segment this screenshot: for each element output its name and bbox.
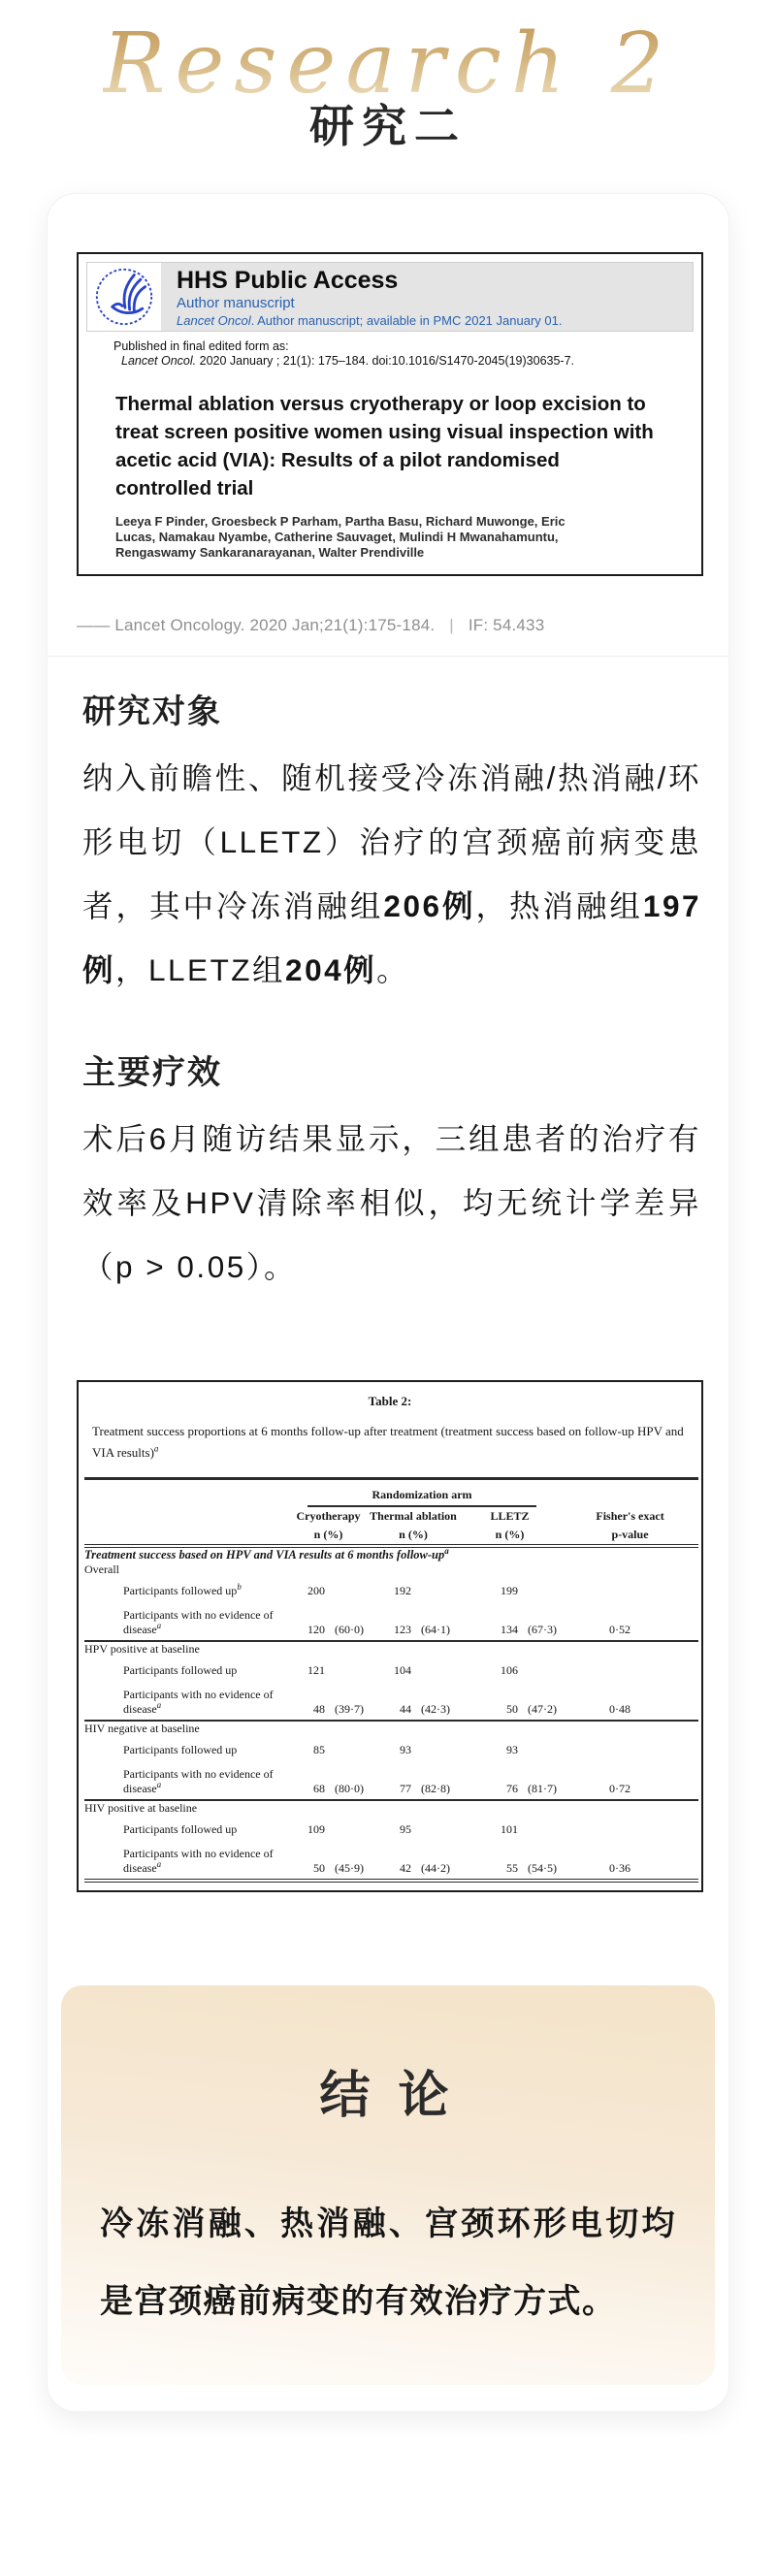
divider <box>48 656 728 657</box>
col-thermal-ablation: Thermal ablation <box>370 1509 457 1524</box>
hhs-availability-line: Lancet Oncol. Author manuscript; available in PMC 2021 January 01. <box>177 313 563 329</box>
group-row: HIV positive at baseline <box>84 1800 698 1816</box>
table-column-headers: Cryotherapy n (%) Thermal ablation n (%) LLETZ n (%) Fisher's exact p-value <box>84 1507 698 1546</box>
count-cryotherapy: 206例 <box>383 888 476 924</box>
table-row: Participants with no evidence of disease$^a$ 68 (80·0) 77 (82·8) 76 (81·7) 0·72 <box>123 1767 631 1796</box>
journal-name: Lancet Oncol. <box>121 354 197 369</box>
table-row: Participants followed up 121 104 106 <box>123 1663 518 1678</box>
conclusion-body: 冷冻消融、热消融、宫颈环形电切均是宫颈癌前病变的有效治疗方式。 <box>100 2206 676 2321</box>
citation-dash: —— <box>77 616 111 635</box>
published-block <box>113 339 694 369</box>
page-title-cn: 研究二 <box>309 102 467 152</box>
paper-title: Thermal ablation versus cryotherapy or loop excision to treat screen positive women using visual inspection with acetic acid (VIA): Results of a pilot randomised controlled trial <box>115 393 654 500</box>
table-row: Participants followed $up^b$ 200 192 199 <box>123 1582 518 1598</box>
group-row: HPV positive at baseline <box>84 1641 698 1657</box>
col-cryotherapy: Cryotherapy <box>296 1509 361 1524</box>
conclusion-heading: 结 论 <box>319 2069 457 2125</box>
efficacy-paragraph: 术后6月随访结果显示，三组患者的治疗有效率及HPV清除率相似，均无统计学差异（p > 0.05）。 <box>82 1121 701 1285</box>
journal-name: Lancet Oncol <box>177 313 251 329</box>
content-card <box>47 193 729 2412</box>
published-reference: Lancet Oncol. 2020 January ; 21(1): 175–184. doi:10.1016/S1470-2045(19)30635-7. <box>121 354 575 369</box>
citation-line <box>77 615 728 636</box>
table-span-header-row <box>84 1479 698 1508</box>
hhs-logo-icon <box>87 263 161 331</box>
citation-text: Lancet Oncology. 2020 Jan;21(1):175-184. <box>114 616 436 635</box>
subjects-paragraph: 纳入前瞻性、随机接受冷冻消融/热消融/环形电切（LLETZ）治疗的宫颈癌前病变患者，其中冷冻消融组206例，热消融组197例，LLETZ组204例。 <box>82 760 701 988</box>
count-thermal: 197例 <box>82 888 701 988</box>
hero <box>0 0 776 154</box>
impact-factor: IF: 54.433 <box>468 616 545 635</box>
group-row: HIV negative at baseline <box>84 1721 698 1736</box>
table-section-note: Treatment success based on HPV and VIA results at 6 months follow-$up^a$ <box>84 1546 449 1562</box>
table-row: Participants followed up 109 95 101 <box>123 1822 518 1837</box>
hhs-header <box>86 262 694 332</box>
section-heading-subjects: 研究对象 <box>82 694 222 731</box>
table-caption: Treatment success proportions at 6 months follow-up after treatment (treatment success based on follow-up HPV and VIA results)$^a$ <box>92 1424 684 1461</box>
table-row: Participants with no evidence of disease$^a$ 120 (60·0) 123 (64·1) 134 (67·3) 0·52 <box>123 1608 631 1637</box>
col-lletz: LLETZ <box>490 1509 530 1524</box>
citation-separator: | <box>449 616 454 635</box>
results-table <box>84 1477 698 1883</box>
table-row: Participants followed up 85 93 93 <box>123 1743 518 1757</box>
table-title: Table 2: <box>368 1394 412 1409</box>
count-lletz: 204例 <box>285 952 377 988</box>
section-heading-efficacy: 主要疗效 <box>82 1055 222 1092</box>
table-row: Participants with no evidence of disease$^a$ 50 (45·9) 42 (44·2) 55 (54·5) 0·36 <box>84 1840 698 1881</box>
page-title-en: Research 2 <box>102 16 674 113</box>
paper-authors: Leeya F Pinder, Groesbeck P Parham, Partha Basu, Richard Muwonge, Eric Lucas, Namakau Nyambe, Catherine Sauvaget, Mulindi H Mwanahamuntu, Rengaswamy Sankaranarayanan, Walter Prendiville <box>115 514 566 561</box>
hhs-author-manuscript-link: Author manuscript <box>177 295 295 312</box>
randomization-arm-label: Randomization arm <box>372 1488 472 1502</box>
hhs-title: HHS Public Access <box>177 267 399 295</box>
group-row: Overall <box>84 1562 119 1577</box>
table-screenshot <box>77 1380 703 1892</box>
conclusion-box <box>61 1985 715 2385</box>
published-label: Published in final edited form as: <box>113 339 289 354</box>
table-row: Participants with no evidence of disease$^a$ 48 (39·7) 44 (42·3) 50 (47·2) 0·48 <box>123 1688 631 1717</box>
paper-screenshot <box>77 252 703 576</box>
col-p-value: Fisher's exact <box>596 1509 664 1524</box>
